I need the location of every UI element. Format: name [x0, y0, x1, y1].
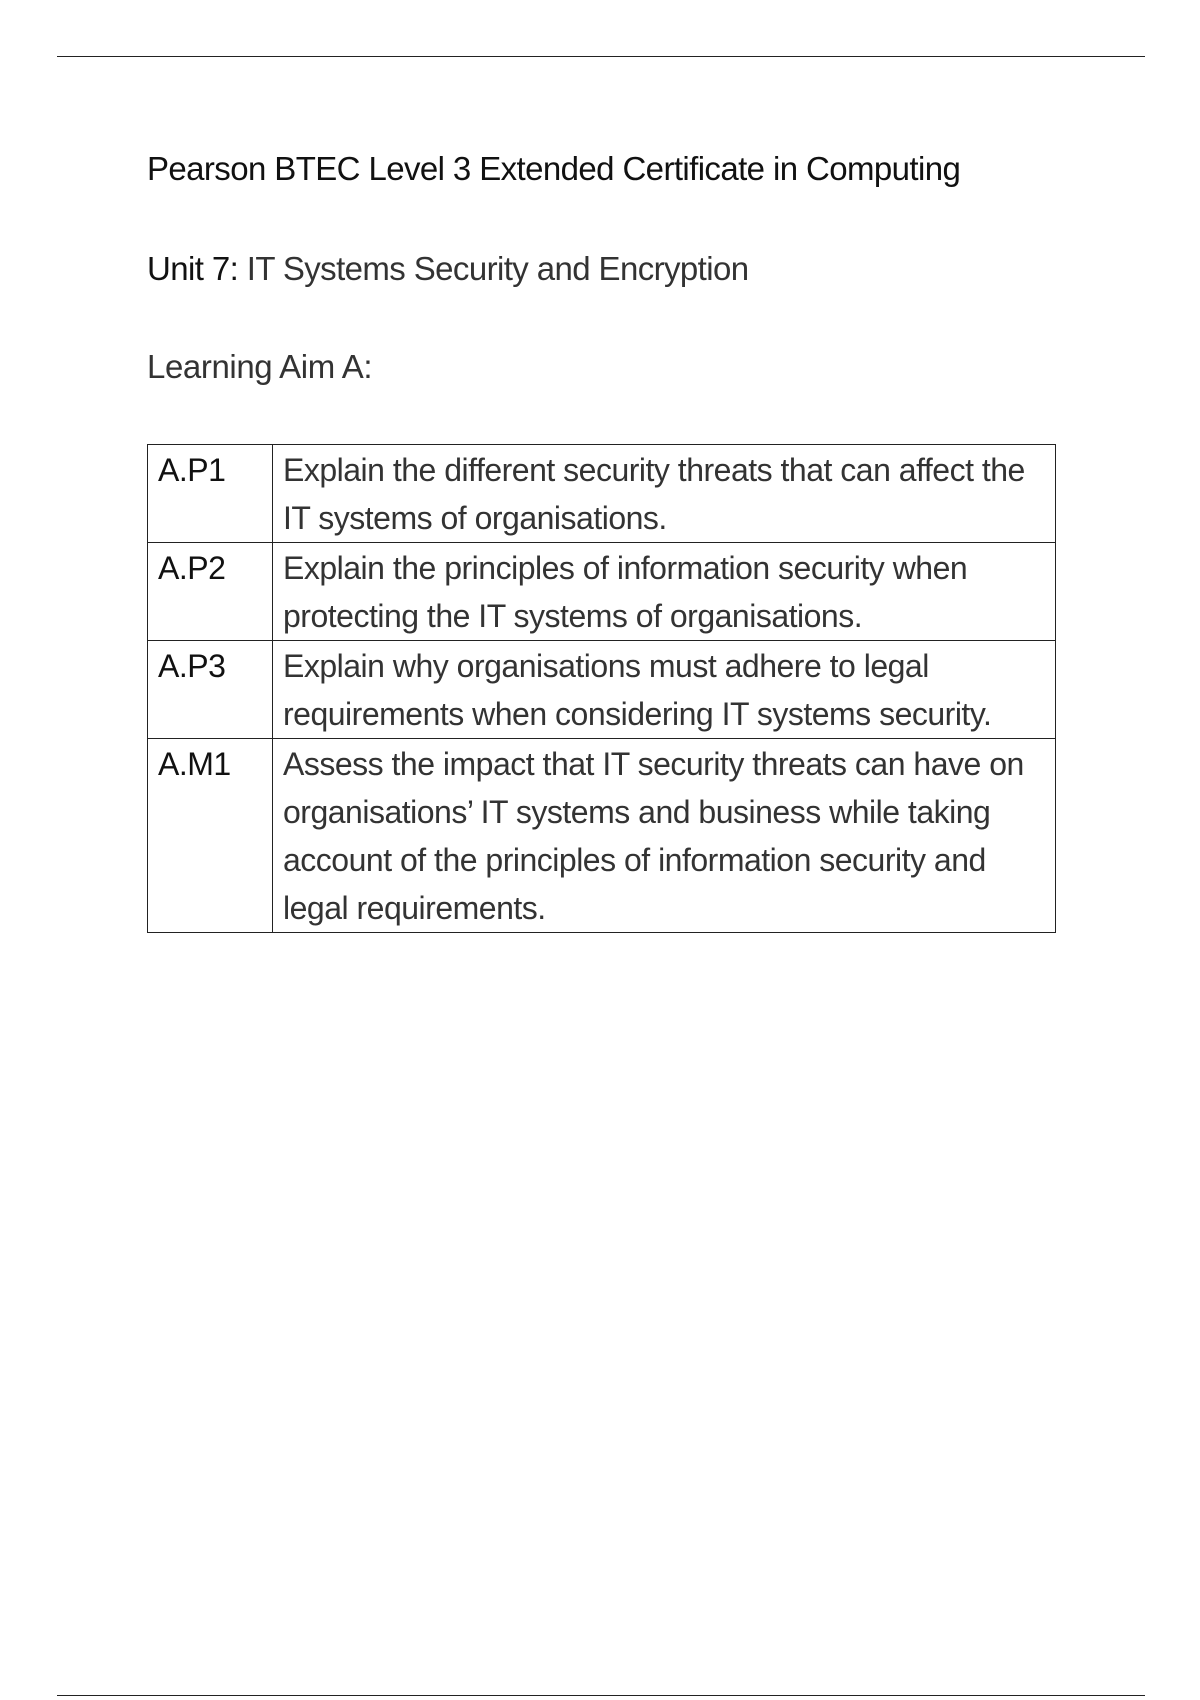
table-row	[148, 445, 1056, 543]
header-rule	[57, 56, 1145, 57]
footer-rule	[57, 1695, 1145, 1696]
unit-heading	[147, 250, 748, 288]
criterion-description: Explain the principles of information security when protecting the IT systems of organisations.	[273, 543, 1056, 641]
unit-label: Unit 7:	[147, 250, 239, 287]
table-row	[148, 543, 1056, 641]
criterion-code: A.M1	[148, 739, 273, 933]
document-title: Pearson BTEC Level 3 Extended Certificate in Computing	[147, 150, 961, 187]
criterion-code: A.P3	[148, 641, 273, 739]
criterion-description: Explain the different security threats that can affect the IT systems of organisations.	[273, 445, 1056, 543]
criteria-table	[147, 444, 1056, 933]
learning-aim-heading: Learning Aim A:	[147, 348, 373, 385]
unit-name: IT Systems Security and Encryption	[246, 250, 749, 287]
table-row	[148, 641, 1056, 739]
criterion-description: Explain why organisations must adhere to legal requirements when considering IT systems security.	[273, 641, 1056, 739]
criterion-code: A.P2	[148, 543, 273, 641]
criterion-description: Assess the impact that IT security threats can have on organisations’ IT systems and business while taking account of the principles of information security and legal requirements.	[273, 739, 1056, 933]
criterion-code: A.P1	[148, 445, 273, 543]
table-row	[148, 739, 1056, 933]
